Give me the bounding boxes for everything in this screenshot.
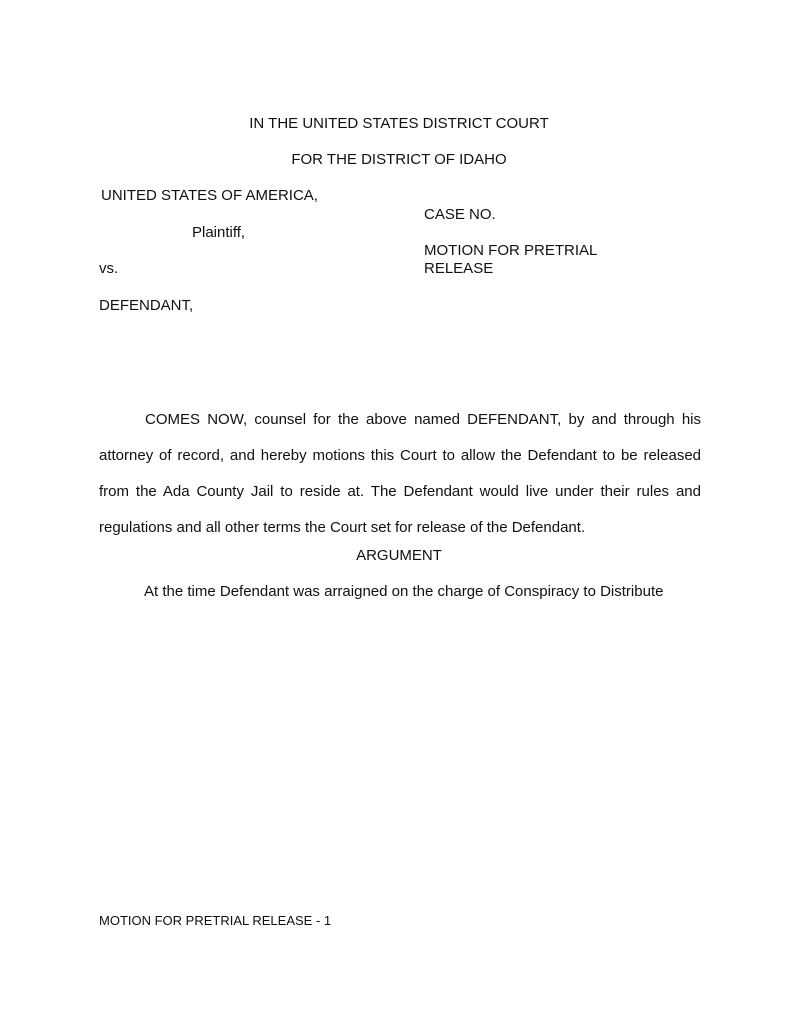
defendant-name: DEFENDANT, (99, 297, 194, 314)
document-title-line-1: MOTION FOR PRETRIAL (424, 242, 598, 259)
case-number-label: CASE NO. (424, 206, 496, 223)
argument-text: At the time Defendant was arraigned on the charge of Conspiracy to Distribute (144, 583, 664, 600)
page-footer: MOTION FOR PRETRIAL RELEASE - 1 (99, 913, 332, 928)
plaintiff-role: Plaintiff, (192, 224, 246, 241)
motion-paragraph: COMES NOW, counsel for the above named DEFENDANT, by and through his attorney of record, and hereby motions this Court to allow the Defendant to be released from the Ada County Jail to reside at. The Defendant would live under their rules and regulations and all other terms the Court set for release of the Defendant. (99, 411, 701, 536)
document-title-line-2: RELEASE (424, 260, 494, 277)
court-name: IN THE UNITED STATES DISTRICT COURT (249, 115, 549, 132)
plaintiff-name: UNITED STATES OF AMERICA, (101, 187, 318, 204)
versus-label: vs. (99, 260, 119, 277)
argument-heading: ARGUMENT (356, 547, 442, 564)
district-name: FOR THE DISTRICT OF IDAHO (291, 151, 507, 168)
